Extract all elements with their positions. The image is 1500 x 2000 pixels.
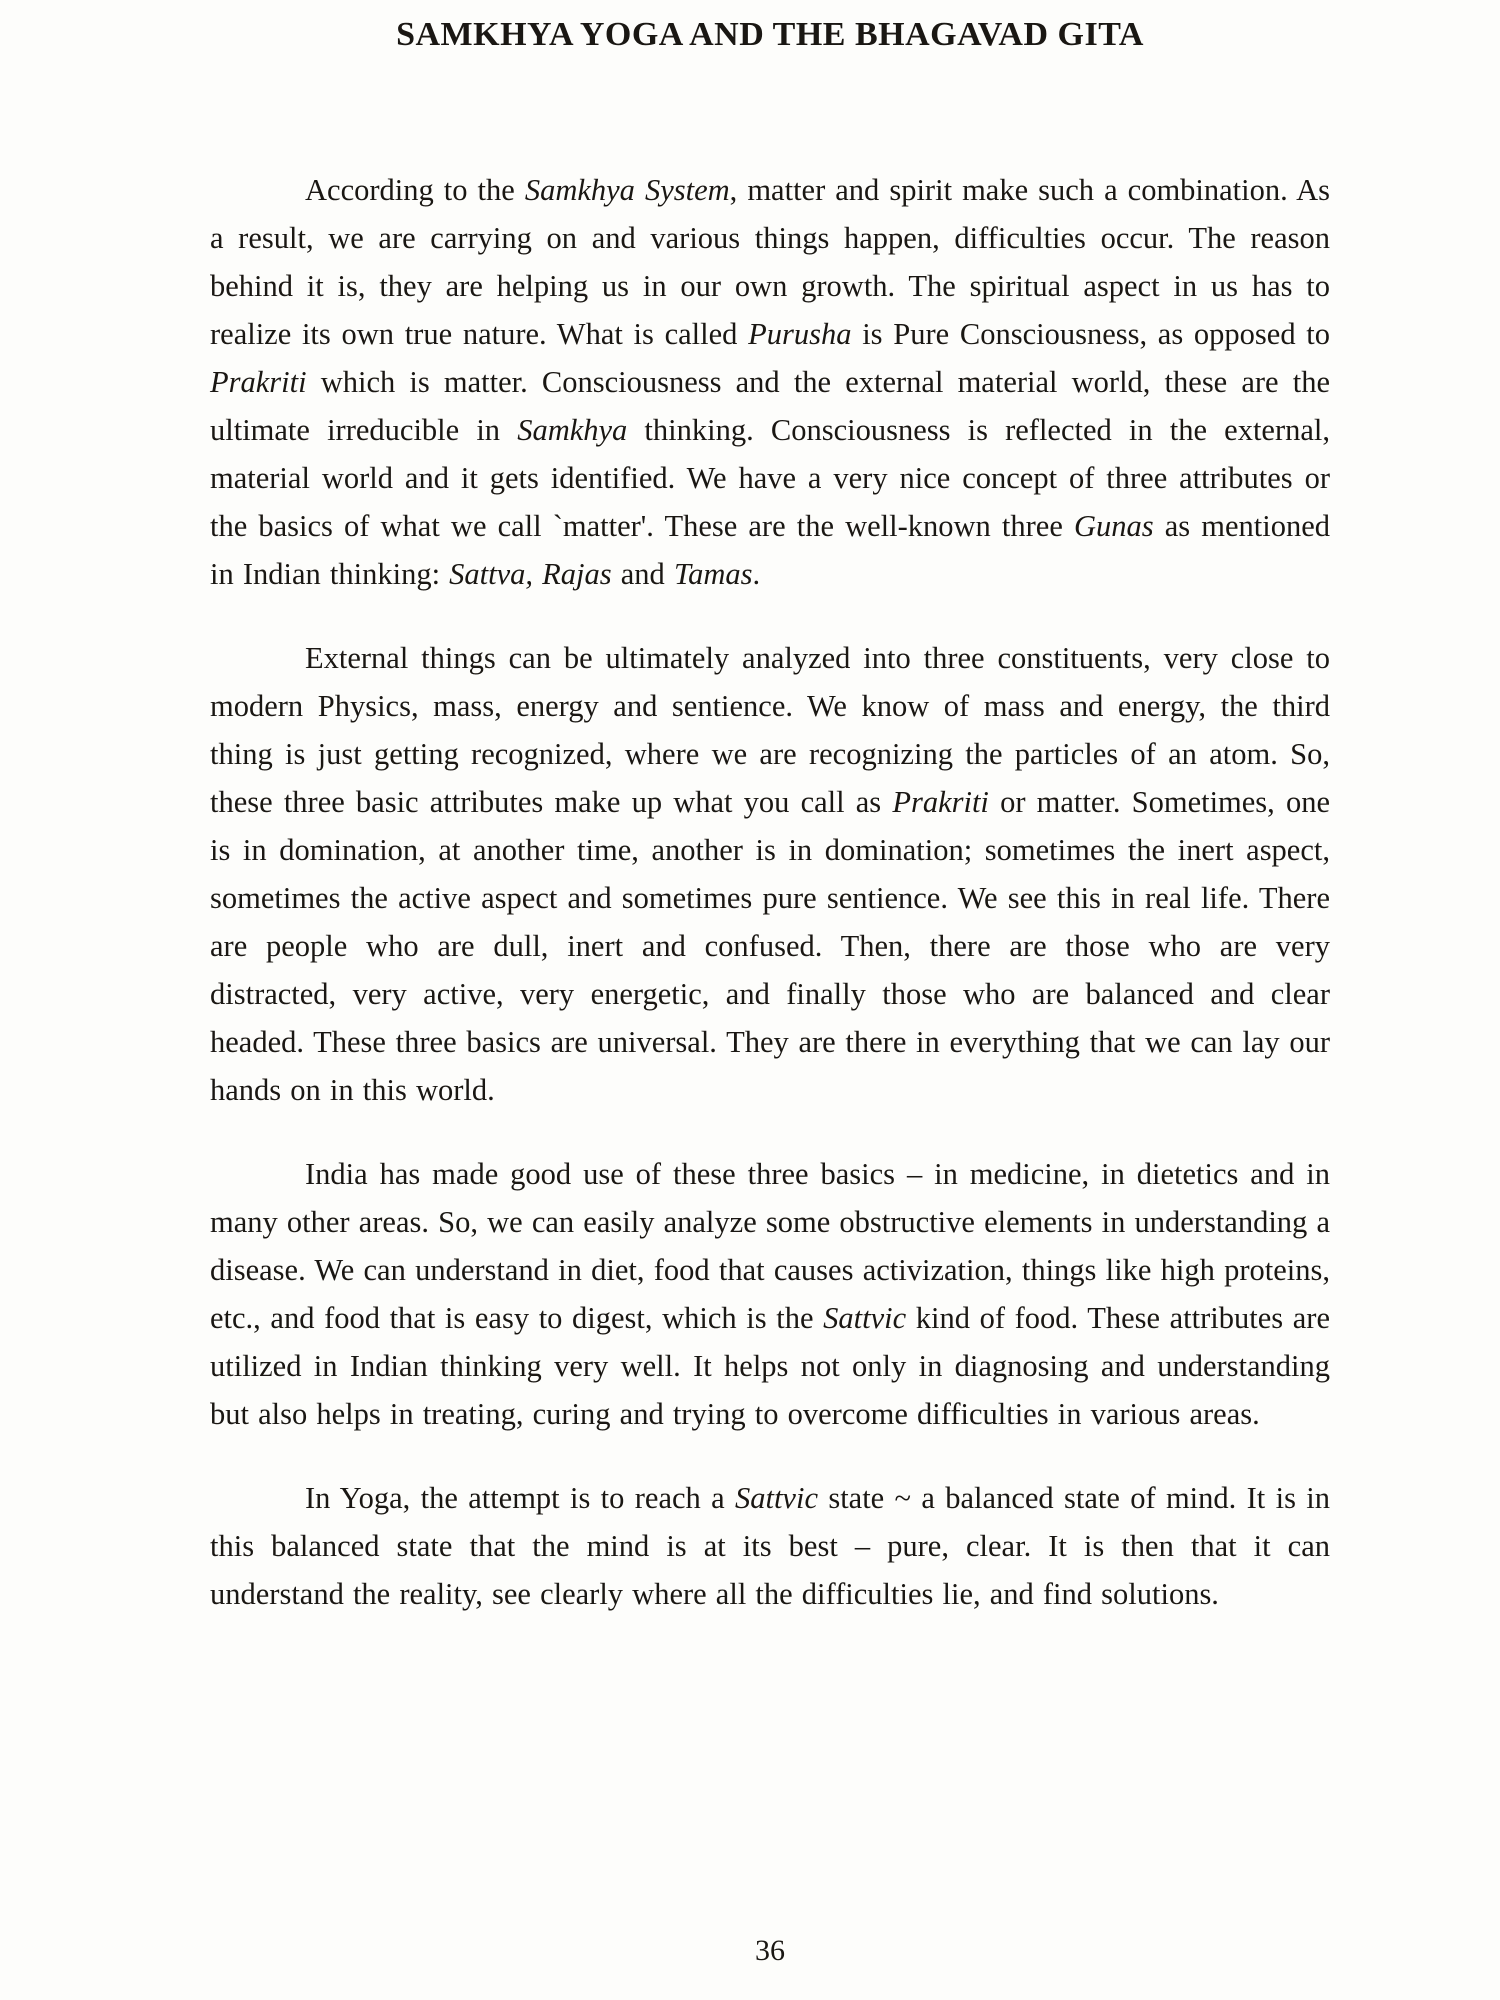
- body-text: India has made good use of these three basics – in medicine, in dietetics and in many other areas. So, we can easily analyze some obstructive elements in understanding a disease. We can understand in diet, food that causes activization, things like high proteins, etc., and food that is easy to digest, which is the: [210, 1157, 1330, 1335]
- body-text: state ~ a balanced state of mind. It is in this balanced state that the mind is at its best – pure, clear. It is then that it can understand the reality, see clearly where all the difficulties lie, and find solutions.: [210, 1481, 1331, 1611]
- italic-term: Prakriti: [210, 365, 307, 399]
- page-number: 36: [755, 1934, 785, 1967]
- paragraph: [210, 634, 1330, 1114]
- body-text: kind of food. These attributes are utilized in Indian thinking very well. It helps not only in diagnosing and understanding but also helps in treating, curing and trying to overcome difficulties in various areas.: [210, 1301, 1330, 1431]
- body-text: as mentioned in Indian thinking:: [210, 509, 1330, 591]
- body-text: External things can be ultimately analyzed into three constituents, very close to modern Physics, mass, energy and sentience. We know of mass and energy, the third thing is just getting recognized, where we are recognizing the particles of an atom. So, these three basic attributes make up what you call as: [210, 641, 1330, 819]
- body-text: is Pure Consciousness, as opposed to: [851, 317, 1330, 351]
- body-text: .: [752, 557, 761, 591]
- italic-term: Gunas: [1073, 509, 1154, 543]
- italic-term: Samkhya: [517, 413, 628, 447]
- body-text: or matter. Sometimes, one is in domination, at another time, another is in domination; sometimes the inert aspect, sometimes the active aspect and sometimes pure sentience. We see this in real life. There are people who are dull, inert and confused. Then, there are those who are very distracted, very active, very energetic, and finally those who are balanced and clear headed. These three basics are universal. They are there in everything that we can lay our hands on in this world.: [210, 785, 1330, 1107]
- italic-term: Tamas: [673, 557, 753, 591]
- page-title: SAMKHYA YOGA AND THE BHAGAVAD GITA: [396, 16, 1144, 53]
- body-text: According to the: [305, 173, 525, 207]
- page-body: [210, 166, 1330, 1654]
- italic-term: Sattvic: [823, 1301, 907, 1335]
- paragraph: [210, 166, 1330, 598]
- body-text: , matter and spirit make such a combination. As a result, we are carrying on and various things happen, difficulties occur. The reason behind it is, they are helping us in our own growth. The spiritual aspect in us has to realize its own true nature. What is called: [210, 173, 1331, 351]
- paragraph: [210, 1474, 1330, 1618]
- italic-term: Prakriti: [892, 785, 989, 819]
- body-text: thinking. Consciousness is reflected in the external, material world and it gets identified. We have a very nice concept of three attributes or the basics of what we call `matter'. These are the well-known three: [210, 413, 1331, 543]
- italic-term: Purusha: [748, 317, 852, 351]
- italic-term: Samkhya System: [524, 173, 730, 207]
- body-text: In Yoga, the attempt is to reach a: [305, 1481, 735, 1515]
- paragraph: [210, 1150, 1330, 1438]
- italic-term: Sattva, Rajas: [449, 557, 612, 591]
- body-text: which is matter. Consciousness and the external material world, these are the ultimate irreducible in: [210, 365, 1330, 447]
- body-text: and: [611, 557, 674, 591]
- italic-term: Sattvic: [734, 1481, 818, 1515]
